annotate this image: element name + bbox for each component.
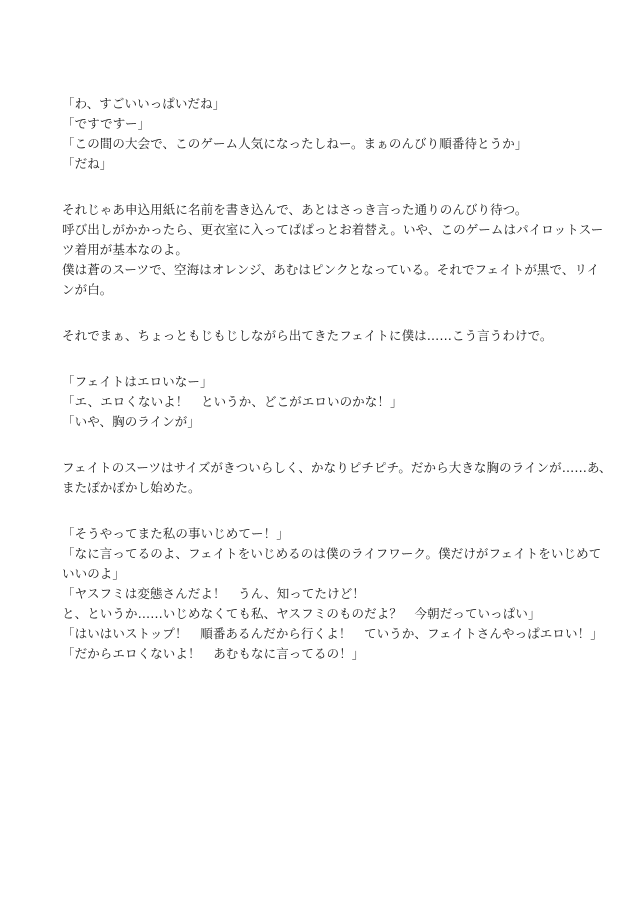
text-line: ンが白。 (62, 282, 113, 297)
text-line: 「だね」 (62, 156, 113, 171)
text-line: 「なに言ってるのよ、フェイトをいじめるのは僕のライフワーク。僕だけがフェイトをいじめて (62, 546, 602, 561)
text-line: ツ着用が基本なのよ。 (62, 242, 189, 257)
text-line: と、というか……いじめなくても私、ヤスフミのものだよ？ 今朝だっていっぱい」 (62, 606, 541, 621)
text-line: それじゃあ申込用紙に名前を書き込んで、あとはさっき言った通りのんびり待つ。 (62, 202, 528, 217)
text-line: 「そうやってまた私の事いじめてー！」 (62, 526, 289, 541)
text-line: 「いや、胸のラインが」 (62, 414, 200, 429)
text-line: 呼び出しがかかったら、更衣室に入ってぱぱっとお着替え。いや、このゲームはパイロットスー (62, 222, 604, 237)
text-line: それでまぁ、ちょっともじもじしながら出てきたフェイトに僕は……こう言うわけで。 (62, 328, 553, 343)
document-body (62, 94, 612, 664)
text-line: 「この間の大会で、このゲーム人気になったしねー。まぁのんびり順番待とうか」 (62, 136, 528, 151)
text-line: 「ですですー」 (62, 116, 151, 131)
text-line: 「エ、エロくないよ！ というか、どこがエロいのかな！」 (62, 394, 403, 409)
text-line: いいのよ」 (62, 566, 126, 581)
text-line: フェイトのスーツはサイズがきついらしく、かなりピチピチ。だから大きな胸のラインが……あ、 (62, 460, 612, 475)
text-line: 「ヤスフミは変態さんだよ！ うん、知ってたけど！ (62, 586, 365, 601)
text-line: またぽかぽかし始めた。 (62, 480, 201, 495)
text-line: 「わ、すごいいっぱいだね」 (62, 96, 226, 111)
text-line: 「だからエロくないよ！ あむもなに言ってるの！」 (62, 646, 365, 661)
text-line: 「はいはいストップ！ 順番あるんだから行くよ！ ていうか、フェイトさんやっぱエロい！」 (62, 626, 603, 641)
text-line: 僕は蒼のスーツで、空海はオレンジ、あむはピンクとなっている。それでフェイトが黒で、リイ (62, 262, 600, 277)
text-line: 「フェイトはエロいなー」 (62, 374, 213, 389)
